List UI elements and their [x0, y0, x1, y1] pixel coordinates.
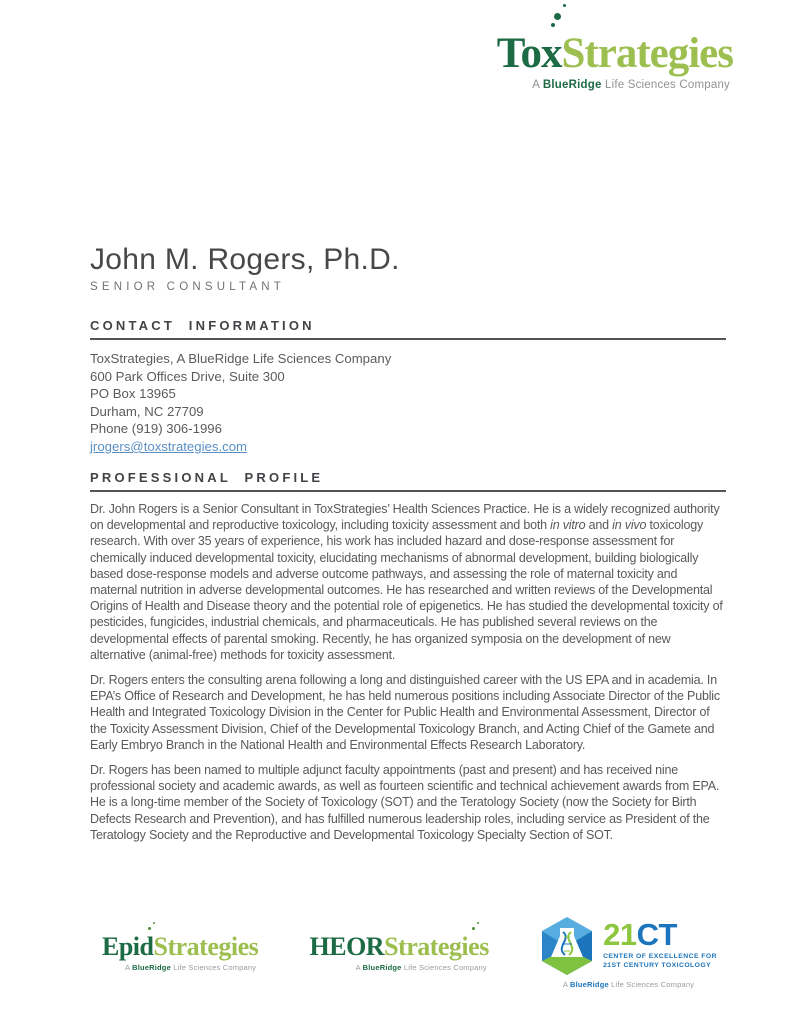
- contact-section: [90, 318, 726, 456]
- toxstrategies-wordmark: [497, 32, 733, 75]
- epid-dark-part: Epid: [102, 932, 154, 961]
- 21ct-logo: [540, 916, 717, 989]
- heor-dark-part: HEOR: [309, 931, 385, 961]
- epidstrategies-logo: [102, 931, 259, 972]
- email-link[interactable]: jrogers@toxstrategies.com: [90, 438, 248, 454]
- contact-pobox-line: PO Box 13965: [90, 386, 176, 402]
- profile-section: [90, 470, 726, 843]
- epidstrategies-wordmark: [102, 931, 259, 961]
- profile-paragraph-1: Dr. John Rogers is a Senior Consultant in ToxStrategies’ Health Sciences Practice. He is a widely recognized authority on developmental and reproductive toxicology, including toxicity assessment and both in vitro and in vivo toxicology research. With over 35 years of experience, his work has included hazard and dose-response assessment for chemically induced developmental toxicity, elucidating mechanisms of abnormal development, building biologically based dose-response models and adverse outcome pathways, and assessing the role of maternal toxicity and maternal nutrition in adverse developmental outcomes. He has researched and written reviews of the Developmental Origins of Health and Disease theory and the potential role of epigenetics. He has studied the developmental toxicity of pesticides, fungicides, industrial chemicals, and pharmaceuticals. He has published several reviews on the developmental effects of parental smoking. Recently, he has organized symposia on the development of new alternative (animal-free) methods for toxicity assessment.: [90, 502, 723, 662]
- contact-city-line: Durham, NC 27709: [90, 403, 204, 419]
- contact-lines: [90, 350, 726, 456]
- brand-tagline: [497, 79, 733, 91]
- contact-company-line: ToxStrategies, A BlueRidge Life Sciences Company: [90, 351, 392, 366]
- epid-light-part: Strategies: [153, 931, 259, 961]
- heorstrategies-wordmark: [309, 931, 489, 961]
- tagline-prefix: A: [532, 79, 543, 91]
- 21ct-text-block: [603, 917, 717, 970]
- profile-paragraph-2: Dr. Rogers enters the consulting arena following a long and distinguished career with the US EPA and in academia. In EPA’s Office of Research and Development, he has held numerous positions including Associate Director of the Public Health and Integrated Toxicology Division in the Center for Public Health and Environmental Assessment, Director of the Toxicity Assessment Division, Chief of the Developmental Toxicology Branch, and Acting Chief of the Gamete and Early Embryo Branch in the National Health and Environmental Effects Research Laboratory.: [90, 673, 720, 752]
- wordmark-tox: Tox: [497, 30, 562, 77]
- footer-logos: [102, 916, 717, 989]
- contact-phone-line: Phone (919) 306-1996: [90, 421, 222, 437]
- profile-paragraph-3: Dr. Rogers has been named to multiple adjunct faculty appointments (past and present) and has received nine professional society and academic awards, as well as fourteen scientific and technical achievement awards from EPA. He is a long-time member of the Society of Toxicology (SOT) and the Teratology Society (now the Society for Birth Defects Research and Prevention), and has fulfilled numerous leadership roles, including service as President of the Teratology Society and the Reproductive and Developmental Toxicology Specialty Section of SOT.: [90, 763, 720, 842]
- tagline-suffix: Life Sciences Company: [601, 79, 730, 91]
- toxstrategies-logo: [497, 32, 733, 91]
- person-role: SENIOR CONSULTANT: [90, 281, 285, 293]
- epid-tagline: A BlueRidge Life Sciences Company: [125, 962, 257, 972]
- person-name: John M. Rogers, Ph.D.: [90, 243, 400, 276]
- contact-heading: CONTACT INFORMATION: [90, 318, 726, 340]
- heor-light-part: Strategies: [384, 932, 489, 961]
- heor-tagline: A BlueRidge Life Sciences Company: [355, 962, 487, 972]
- profile-heading: PROFESSIONAL PROFILE: [90, 470, 726, 492]
- 21ct-tagline: A BlueRidge Life Sciences Company: [562, 980, 695, 989]
- 21ct-hexagon-flask-icon: [540, 916, 594, 976]
- contact-street-line: 600 Park Offices Drive, Suite 300: [90, 368, 285, 384]
- 21ct-subtitle: CENTER OF EXCELLENCE FOR 21ST CENTURY TOXICOLOGY: [603, 953, 717, 970]
- 21ct-wordmark: 21CT: [603, 917, 677, 953]
- wordmark-strategies: Strategies: [561, 30, 733, 77]
- identity-block: [90, 243, 400, 293]
- heorstrategies-logo: [309, 931, 489, 972]
- tagline-blueridge: BlueRidge: [542, 79, 602, 91]
